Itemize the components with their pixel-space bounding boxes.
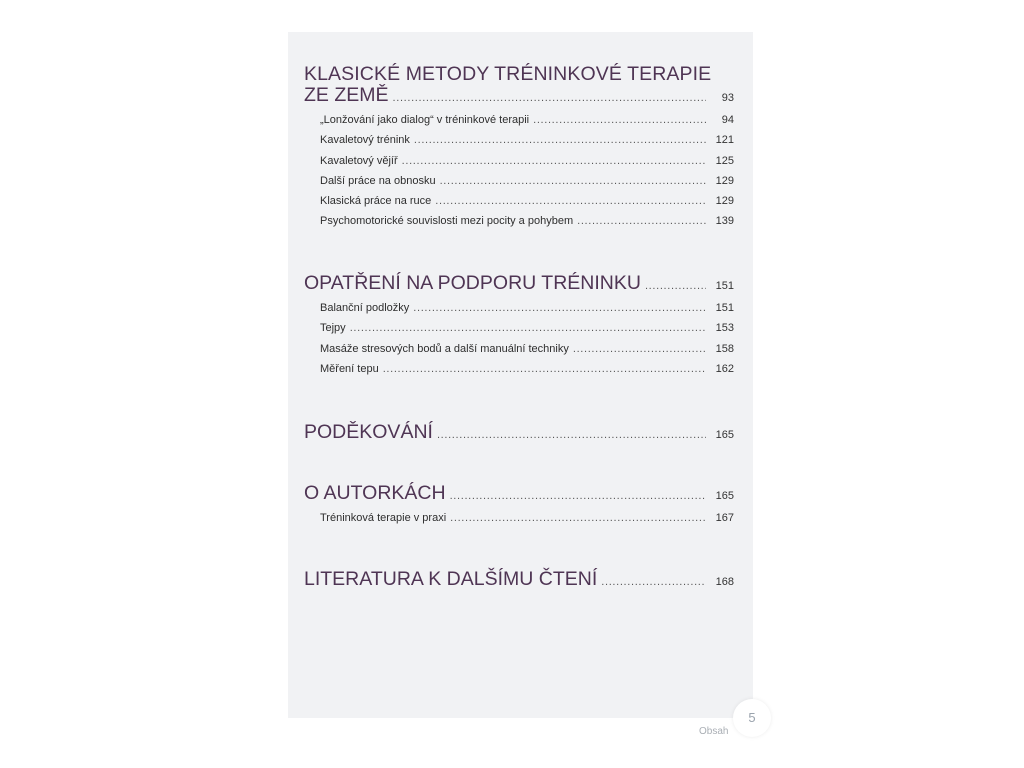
entry-title: Klasická práce na ruce (320, 195, 432, 208)
toc-entry (320, 302, 734, 322)
dot-leader (533, 114, 706, 126)
toc-entry (320, 134, 734, 154)
toc-section-podekovani (304, 422, 734, 443)
entry-page-number: 158 (715, 342, 734, 355)
section-title-row (304, 569, 734, 590)
toc-entry (320, 322, 734, 342)
section-title: LITERATURA K DALŠÍMU ČTENÍ (304, 568, 598, 590)
toc-section-opatreni (304, 273, 734, 383)
entry-title: Měření tepu (320, 362, 379, 375)
dot-leader (601, 576, 706, 588)
section-title: O AUTORKÁCH (304, 482, 446, 504)
section-title-row (304, 85, 734, 106)
toc-entry (320, 195, 734, 215)
toc-section-literatura (304, 569, 734, 590)
section-page-number: 168 (715, 576, 734, 588)
dot-leader (402, 155, 706, 167)
dot-leader (414, 134, 706, 146)
toc-entry (320, 114, 734, 134)
entry-title: Psychomotorické souvislosti mezi pocity a pohybem (320, 215, 574, 228)
entry-page-number: 167 (715, 512, 734, 524)
toc-entry (320, 343, 734, 363)
dot-leader (440, 175, 706, 187)
toc-entry (320, 363, 734, 383)
entry-title: „Lonžování jako dialog“ v tréninkové terapii (320, 114, 530, 126)
section-title-row (304, 273, 734, 294)
dot-leader (413, 302, 706, 314)
entry-title: Tréninková terapie v praxi (320, 512, 447, 524)
section-title-line1: KLASICKÉ METODY TRÉNINKOVÉ TERAPIE (304, 63, 712, 85)
dot-leader (350, 322, 706, 334)
dot-leader (573, 343, 706, 355)
entry-page-number: 153 (715, 322, 734, 335)
entry-page-number: 139 (715, 215, 734, 228)
entry-title: Tejpy (320, 322, 346, 335)
section-title: PODĚKOVÁNÍ (304, 421, 433, 443)
entry-page-number: 162 (715, 362, 734, 375)
dot-leader (437, 429, 706, 441)
entry-title: Masáže stresových bodů a další manuální techniky (320, 342, 569, 355)
footer-section-label: Obsah (699, 726, 729, 737)
toc-section-klasicke-metody (304, 64, 734, 236)
section-title-line2: ZE ZEMĚ (304, 84, 389, 106)
section-page-number: 165 (715, 429, 734, 441)
entry-page-number: 129 (715, 174, 734, 187)
dot-leader (645, 280, 706, 292)
dot-leader (577, 215, 706, 227)
entry-page-number: 151 (715, 302, 734, 314)
section-title: OPATŘENÍ NA PODPORU TRÉNINKU (304, 272, 641, 294)
entry-page-number: 129 (715, 195, 734, 208)
toc-entry (320, 215, 734, 235)
toc-entry (320, 155, 734, 175)
toc-section-o-autorkach (304, 483, 734, 532)
dot-leader (383, 363, 706, 375)
entry-title: Balanční podložky (320, 302, 410, 314)
toc-entry (320, 512, 734, 532)
dot-leader (450, 512, 706, 524)
entry-page-number: 94 (721, 114, 734, 126)
entry-title: Kavaletový trénink (320, 134, 410, 147)
entry-title: Kavaletový vějíř (320, 154, 398, 167)
section-title-row (304, 422, 734, 443)
entry-title: Další práce na obnosku (320, 174, 436, 187)
section-page-number: 151 (715, 280, 734, 292)
section-page-number: 93 (721, 92, 734, 104)
page-number-badge: 5 (733, 699, 771, 737)
entry-page-number: 121 (715, 134, 734, 147)
dot-leader (393, 92, 706, 104)
section-page-number: 165 (715, 490, 734, 502)
toc-entry (320, 175, 734, 195)
book-page (288, 32, 753, 718)
dot-leader (435, 195, 706, 207)
section-title-row (304, 483, 734, 504)
dot-leader (450, 490, 706, 502)
entry-page-number: 125 (715, 154, 734, 167)
